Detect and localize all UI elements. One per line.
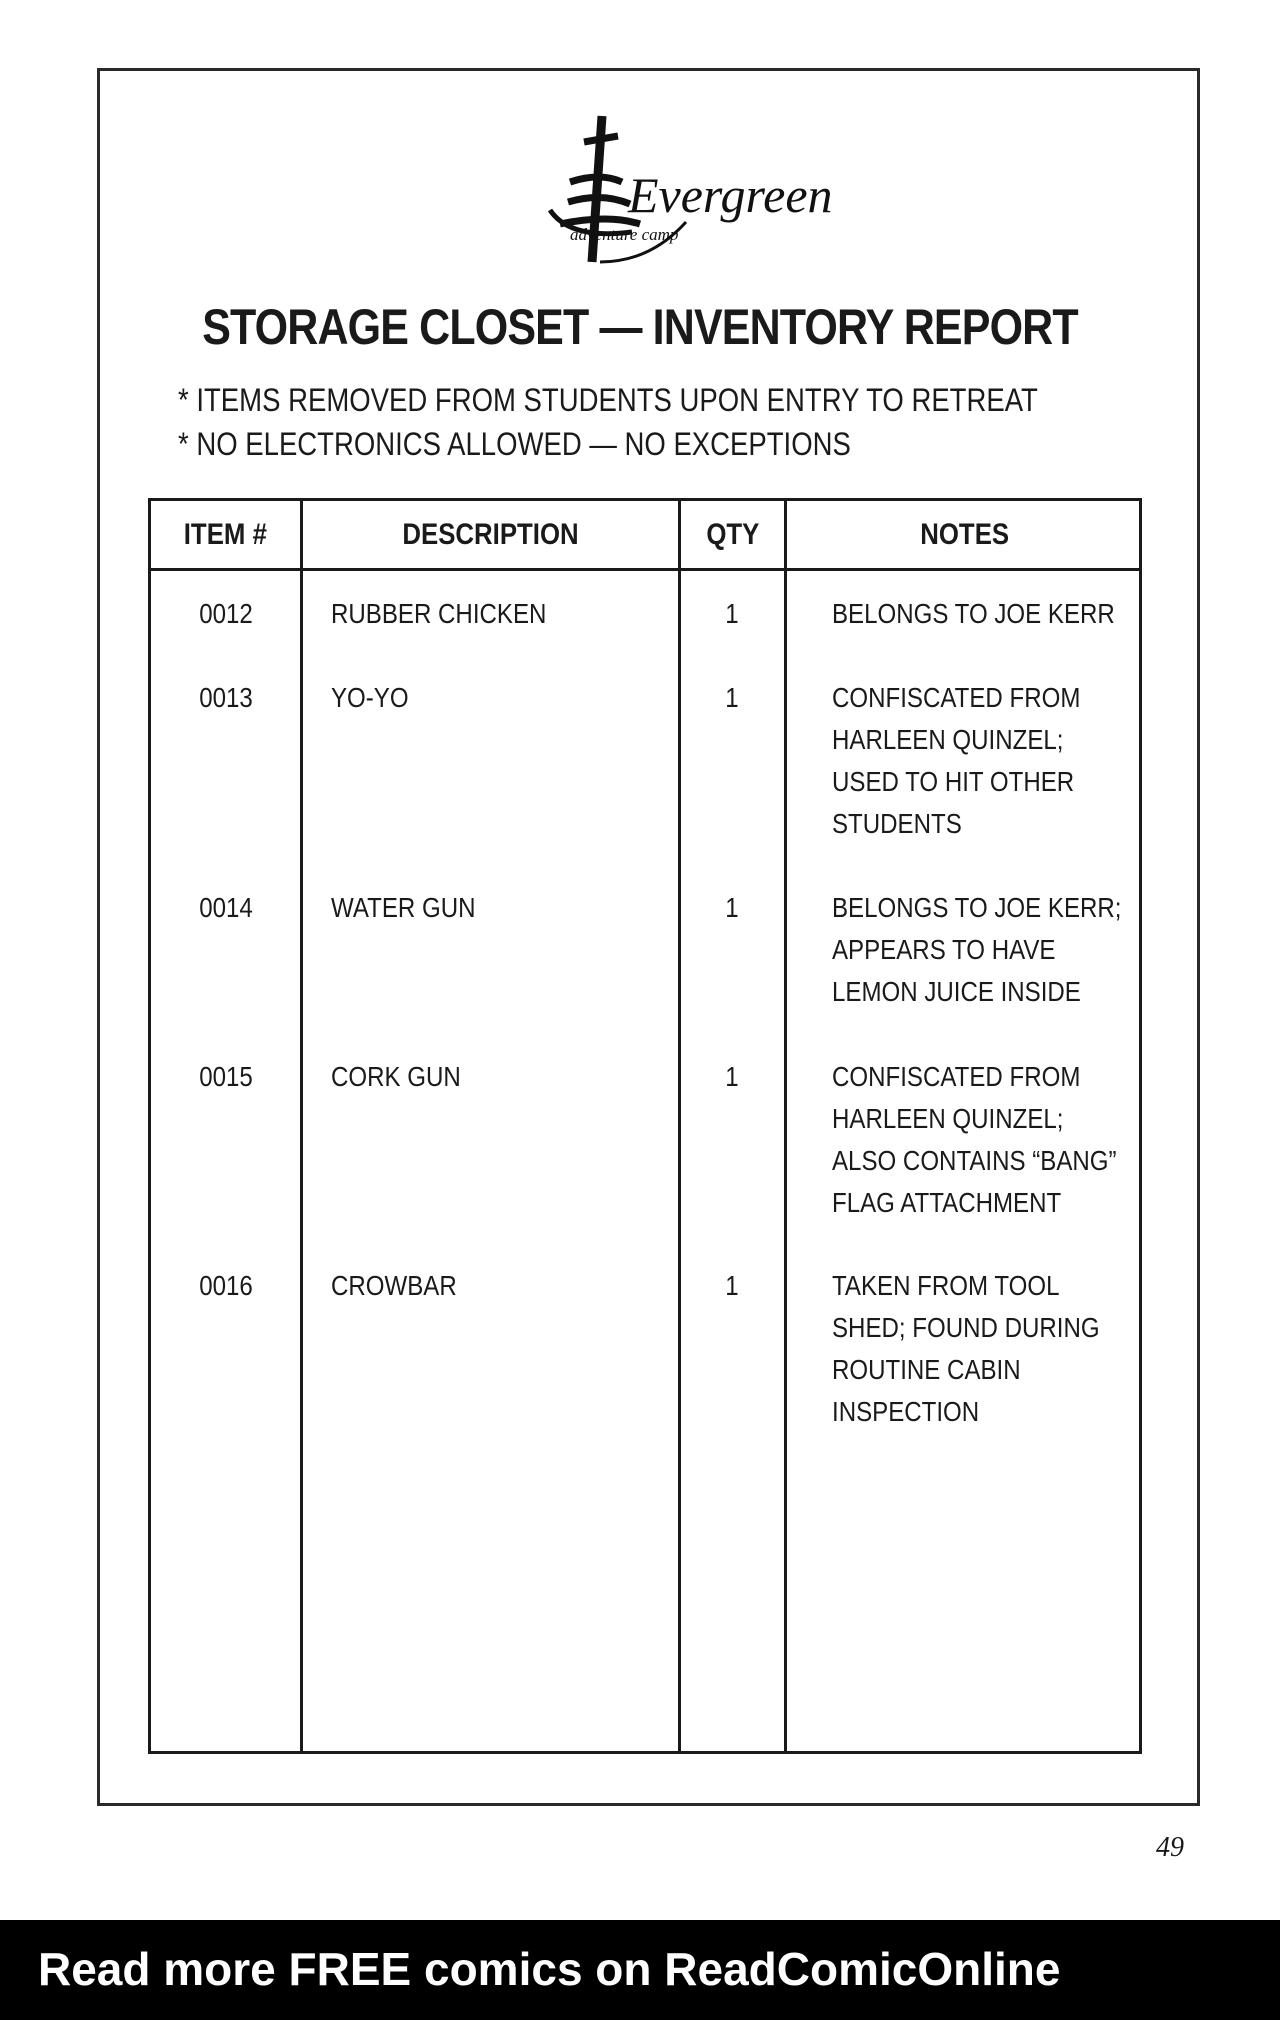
row-description: CROWBAR [331,1270,457,1301]
evergreen-logo [510,112,833,282]
header-description: DESCRIPTION [402,518,579,551]
logo-subtitle: adventure camp [570,225,679,244]
row-notes: BELONGS TO JOE KERR [832,598,1115,629]
row-item-number: 0013 [199,682,253,713]
row-item-number: 0012 [199,598,253,629]
promo-banner-text[interactable]: Read more FREE comics on ReadComicOnline [38,1943,1061,1995]
row-description: CORK GUN [331,1061,461,1092]
header-qty: QTY [705,518,760,551]
note-line: * NO ELECTRONICS ALLOWED — NO EXCEPTIONS [178,426,851,462]
row-notes: CONFISCATED FROM HARLEEN QUINZEL; USED TO HIT OTHER STUDENTS [832,682,1081,839]
row-description: RUBBER CHICKEN [331,598,547,629]
row-qty: 1 [725,1061,739,1092]
header-item-number: ITEM # [183,518,268,551]
row-qty: 1 [725,1270,739,1301]
row-item-number: 0014 [199,892,253,923]
inventory-table [148,498,1142,1754]
row-notes: BELONGS TO JOE KERR; APPEARS TO HAVE LEMON JUICE INSIDE [832,892,1122,1007]
row-qty: 1 [725,682,739,713]
header-divider [151,568,1139,571]
row-notes: TAKEN FROM TOOL SHED; FOUND DURING ROUTINE CABIN INSPECTION [832,1270,1100,1427]
report-notes [178,378,1038,466]
row-qty: 1 [725,892,739,923]
logo-name: Evergreen [628,167,833,223]
header-notes: NOTES [920,518,1009,551]
row-description: YO-YO [331,682,409,713]
row-item-number: 0016 [199,1270,253,1301]
row-item-number: 0015 [199,1061,253,1092]
report-title: STORAGE CLOSET — INVENTORY REPORT [202,299,1078,355]
row-qty: 1 [725,598,739,629]
page-number: 49 [1156,1832,1184,1863]
row-notes: CONFISCATED FROM HARLEEN QUINZEL; ALSO CONTAINS “BANG” FLAG ATTACHMENT [832,1061,1117,1218]
note-line: * ITEMS REMOVED FROM STUDENTS UPON ENTRY TO RETREAT [178,382,1038,418]
row-description: WATER GUN [331,892,476,923]
promo-banner[interactable] [0,1920,1280,2020]
